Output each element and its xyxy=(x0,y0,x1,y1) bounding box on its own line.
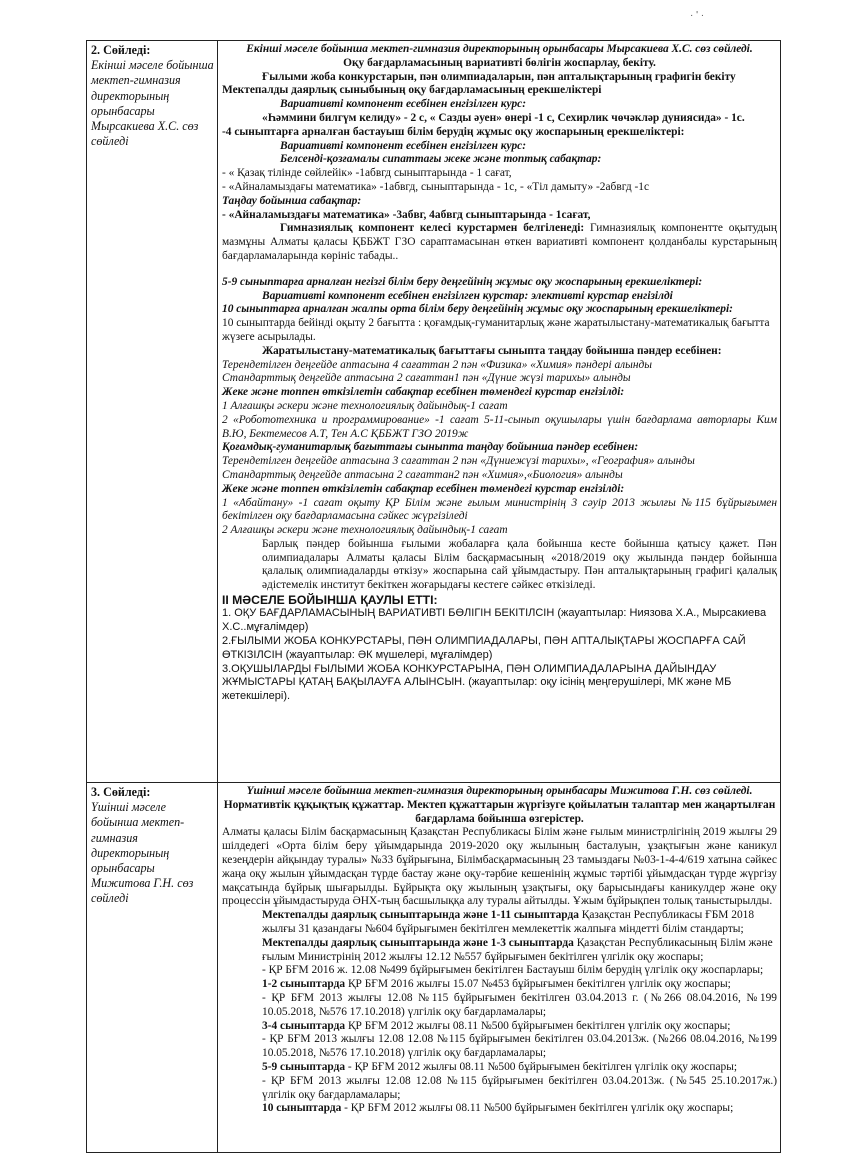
item-heading: 2. Сөйледі: xyxy=(91,43,151,57)
text-line: - ҚР БҒМ 2013 жылғы 12.08 12.08 №115 бұйрығымен бекітілген 03.04.2013ж. (№266 08.04.2016, №199 10.05.2018, №576 17.10.2018) үлгілік оқу бағдарламалары; xyxy=(262,1033,777,1060)
text-line: - «Айналамыздағы математика» -3абвг, 4абвгд сыныптарында - 1сағат, xyxy=(222,208,591,221)
text-line: Вариативті компонент есебінен енгізілген курс: xyxy=(280,139,526,152)
text-line: -4 сыныптарға арналған бастауыш білім берудің жұмыс оқу жоспарының ерекшеліктері: xyxy=(222,125,685,138)
text-line: Жаратылыстану-математикалық бағыттағы сыныпта таңдау бойынша пәндер есебінен: xyxy=(262,344,722,357)
text-line: 10 сыныптарда бейінді оқыту 2 бағытта : қоғамдық-гуманитарлық және жаратылыстану-математикалық бағытта жүзеге асырылады. xyxy=(222,317,770,343)
speaker-label: Екінші мәселе бойынша мектеп-гимназия директорының орынбасары Мырсакиева Х.С. сөз сөйледі xyxy=(91,58,214,149)
content-cell xyxy=(218,783,781,1153)
resolution-item: 1. ОҚУ БАҒДАРЛАМАСЫНЫҢ ВАРИАТИВТІ БӨЛІГІН БЕКІТІЛСІН (жауаптылар: Ниязова Х.А., Мырсакиева Х.С..мұғалімдер) xyxy=(222,607,767,634)
text-line: - ҚР БҒМ 2016 ж. 12.08 №499 бұйрығымен бекітілген Бастауыш білім берудің үлгілік оқу жоспарлары; xyxy=(262,964,764,977)
text-line: Белсенді-қозғамалы сипаттағы жеке және топтық сабақтар: xyxy=(280,153,602,166)
resolution-item: 2.ҒЫЛЫМИ ЖОБА КОНКУРСТАРЫ, ПӘН ОЛИМПИАДАЛАРЫ, ПӘН АПТАЛЫҚТАРЫ ЖОСПАРҒА САЙ ӨТКІЗІЛСІН (жауаптылар: ӘК мүшелері, мұғалімдер) xyxy=(222,635,746,661)
speaker-cell xyxy=(87,783,218,1153)
text-line: Оқу бағдарламасының вариативті бөлігін жоспарлау, бекіту. xyxy=(343,56,656,69)
text-line: Таңдау бойынша сабақтар: xyxy=(222,194,362,207)
text-line: Үшінші мәселе бойынша мектеп-гимназия директорының орынбасары Мижитова Г.Н. сөз сөйледі. xyxy=(246,785,753,797)
text-line: - ҚР БҒМ 2013 жылғы 12.08 12.08 №115 бұйрығымен бекітілген 03.04.2013ж. (№545 25.10.2017ж.) үлгілік оқу бағдарламалары; xyxy=(262,1074,777,1101)
content-cell xyxy=(218,41,781,783)
text-line: ҚР БҒМ 2016 жылғы 15.07 №453 бұйрығымен бекітілген үлгілік оқу жоспары; xyxy=(347,978,731,991)
text-line: - ҚР БҒМ 2013 жылғы 12.08 №115 бұйрығымен бекітілген 03.04.2013 г. (№266 08.04.2016, №199 10.05.2018, №576 17.10.2018) үлгілік оқу бағдарламалары; xyxy=(262,991,777,1018)
text-line: 1-2 сыныптарда xyxy=(262,978,346,991)
resolution-item: 3.ОҚУШЫЛАРДЫ ҒЫЛЫМИ ЖОБА КОНКУРСТАРЫНА, ПӘН ОЛИМПИАДАЛАРЫНА ДАЙЫНДАУ ЖҰМЫСТАРЫ ҚАТАҢ БАҚЫЛАУҒА АЛЫНСЫН. (жауаптылар: оқу ісінің меңгерушілері, МК және МБ жетекшілері). xyxy=(222,662,732,703)
text-line: 10 сыныптарға арналған жалпы орта білім беру деңгейінің жұмыс оқу жоспарының ерекшеліктері: xyxy=(222,303,733,316)
text-line: 10 сыныптарда xyxy=(262,1102,342,1115)
table-row xyxy=(87,41,781,783)
text-line: 3-4 сыныптарда xyxy=(262,1019,346,1032)
text-line: Стандарттық деңгейде аптасына 2 сағаттан2 пән «Химия»,«Биология» алынды xyxy=(222,468,623,481)
text-line: «Һәммини билгүм келиду» - 2 с, « Сазды әуен» өнері -1 с, Сехирлик чөчәкләр дуниясида» - 1с. xyxy=(262,111,745,124)
text-line: Қазақстан Республикасының Білім және ғылым Министрінің 2012 жылғы 12.12 №557 бұйрығымен бекітілген үлгілік оқу жоспары; xyxy=(262,936,773,963)
speaker-label: Үшінші мәселе бойынша мектеп-гимназия директорының орынбасары Мижитова Г.Н. сөз сөйледі xyxy=(91,800,194,906)
text-line: Нормативтік құқықтық құжаттар. Мектеп құжаттарын жүргізуге қойылатын талаптар мен жаңартылған бағдарлама бойынша өзгерістер. xyxy=(223,798,776,825)
text-line: Терендетілген деңгейде аптасына 3 сағаттан 2 пән «Дүниежүзі тарихы», «География» алынды xyxy=(222,455,695,468)
text-line: 1 «Абайтану» -1 сағат оқыту ҚР Білім және ғылым министрінің 3 сәуір 2013 жылғы №115 бұйрығымен бекітілген оқу бағдарламасына сәйкес жүргізіледі xyxy=(222,496,777,523)
text-line: 5-9 сыныптарға арналған негізгі білім беру деңгейінің жұмыс оқу жоспарының ерекшеліктері: xyxy=(222,275,703,288)
text-line: 1 Алғашқы әскери және технологиялық дайындық-1 сағат xyxy=(222,399,508,412)
text-line: Гимназиялық компонент келесі курстармен белгіленеді: xyxy=(280,222,585,235)
text-line: 5-9 сыныптарда xyxy=(262,1060,346,1073)
text-line: ҚР БҒМ 2012 жылғы 08.11 №500 бұйрығымен бекітілген үлгілік оқу жоспары; xyxy=(347,1019,731,1032)
text-line: Екінші мәселе бойынша мектеп-гимназия директорының орынбасары Мырсакиева Х.С. сөз сөйледі. xyxy=(246,43,753,55)
text-line: Вариативті компонент есебінен енгізілген курс: xyxy=(280,98,526,111)
table-row xyxy=(87,783,781,1153)
text-line: Қоғамдық-гуманитарлық бағыттағы сыныпта таңдау бойынша пәндер есебінен: xyxy=(222,441,639,454)
text-line: - ҚР БҒМ 2012 жылғы 08.11 №500 бұйрығымен бекітілген үлгілік оқу жоспары; xyxy=(345,1060,738,1073)
text-line: Алматы қаласы Білім басқармасының Қазақстан Республикасы Білім және ғылым министрлігінің 2019 жылғы 29 шілдедегі «Орта білім беру ұйымдарында 2019-2020 оқу жылының басталуын, ұзақтығын және каникул кезеңдерін айқындау туралы» №33 бұйрығына, Білімбасқармасының 23 тамыздағы №03-1-4-4/619 хатына сәйкес жаңа оқу жылын ұйымдасқан түрде бастау және оқу-тәрбие кешенінің жұмыс тәртібі ұйымдасқан түрде жүргізу мақсатында бұйрық шығарылды. Бұйрықта оқу жылының ұзақтығы, оқу барысындағы каникулдер және оқу процессін ұйымдастыруда ӘНХ-тың басшылыққа алу туралы айтылды. Ұжым бұйрықпен толық таныстырылды. xyxy=(222,826,777,908)
text-line: Жеке және топпен өткізілетін сабақтар есебінен төмендегі курстар енгізілді: xyxy=(222,482,625,495)
text-line: Жеке және топпен өткізілетін сабақтар есебінен төмендегі курстар енгізілді: xyxy=(222,386,625,399)
text-line: Мектепалды даярлық сыныптарында және 1-3 сыныптарда xyxy=(262,936,574,949)
text-line: Вариативті компонент есебінен енгізілген курстар: элективті курстар енгізілді xyxy=(262,289,673,302)
text-line: Қазақстан Республикасы ҒБМ 2018 жылғы 31 қазандағы №604 бұйрығымен бекітілген мемлекеттік жалпыға міндетті білім стандарты; xyxy=(262,909,755,935)
text-line: Гимназиялық компонентте оқытудың мазмұны Алматы қаласы ҚББЖТ ГЗО сараптамасынан өткен вариативті компонент қолданбалы курстарының бағдарламаларында көрініс табады.. xyxy=(222,222,777,262)
resolution-heading: II МӘСЕЛЕ БОЙЫНША ҚАУЛЫ ЕТТІ: xyxy=(222,593,438,608)
text-line: Мектепалды даярлық сыныптарында және 1-11 сыныптарда xyxy=(262,909,579,922)
text-line: - «Айналамыздағы математика» -1абвгд, сыныптарында - 1с, - «Тіл дамыту» -2абвгд -1с xyxy=(222,180,650,193)
text-line: - « Қазақ тілінде сөйлейік» -1абвгд сыныптарында - 1 сағат, xyxy=(222,167,512,180)
text-line: Мектепалды даярлық сыныбының оқу бағдарламасының ерекшеліктері xyxy=(222,84,602,97)
item-heading: 3. Сөйледі: xyxy=(91,785,151,799)
speaker-cell xyxy=(87,41,218,783)
text-line: Стандарттық деңгейде аптасына 2 сағаттан1 пән «Дүние жүзі тарихы» алынды xyxy=(222,372,631,385)
scan-mark: · ' · xyxy=(690,10,705,21)
text-line: Терендетілген деңгейде аптасына 4 сағаттан 2 пән «Физика» «Химия» пәндері алынды xyxy=(222,358,652,371)
text-line: 2 Алғашқы әскери және технологиялық дайындық-1 сағат xyxy=(222,524,508,537)
text-line: 2 «Робототехника и программирование» -1 сағат 5-11-сынып оқушылары үшін бағдарлама авторлары Ким В.Ю, Бектемесов А.Т, Тен А.С ҚББЖТ ГЗО 2019ж xyxy=(222,413,777,440)
text-line: - ҚР БҒМ 2012 жылғы 08.11 №500 бұйрығымен бекітілген үлгілік оқу жоспары; xyxy=(341,1102,734,1115)
text-line: Барлық пәндер бойынша ғылыми жобаларға қала бойынша кесте бойынша қатысу қажет. Пән олимпиадалары Алматы қаласы Білім басқармасының «2018/2019 оқу жылында пәндер бойынша қалалық олимпиадаларды өткізу» жоспарына сай ұйымдастыру. Пән апталықтарының графигі қалалық әдістемелік институт бекіткен жоғарыдағы кестеге сәйкес өткізіледі. xyxy=(262,537,777,592)
text-line: Ғылыми жоба конкурстарын, пән олимпиадаларын, пән апталықтарының графигін бекіту xyxy=(262,70,736,83)
minutes-table xyxy=(86,40,781,1153)
